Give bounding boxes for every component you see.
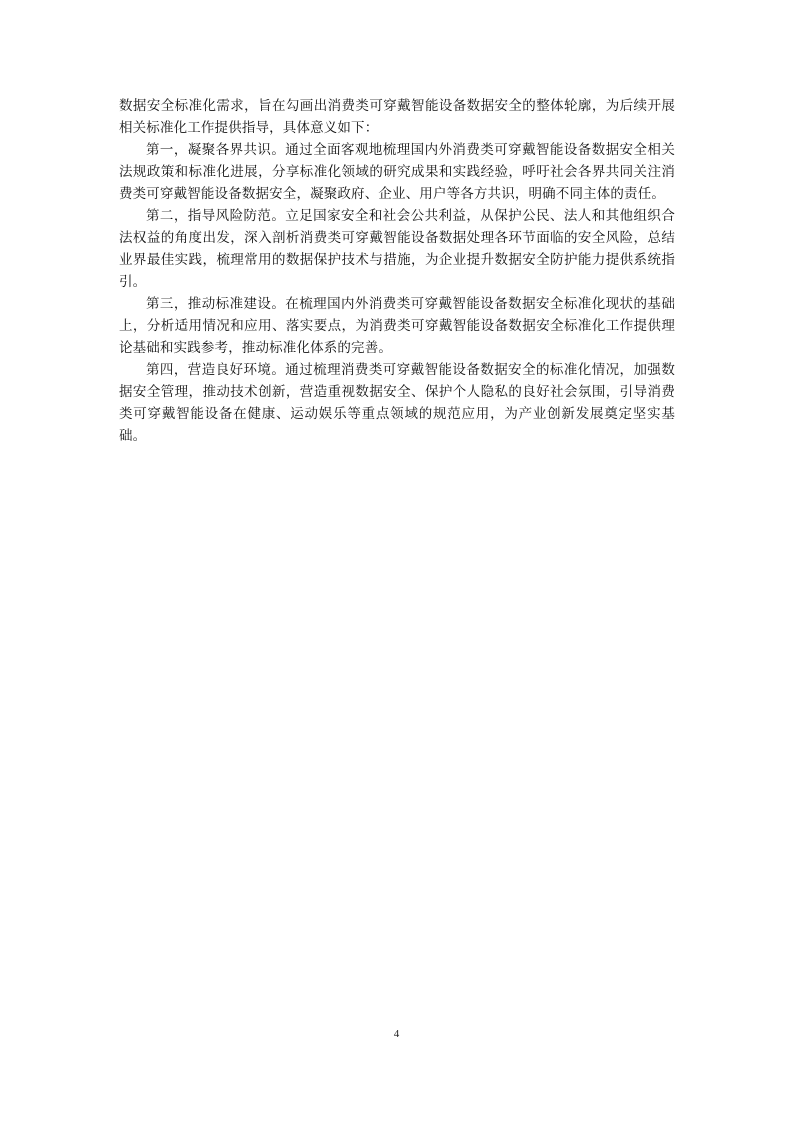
paragraph-third-standard-building: 第三，推动标准建设。在梳理国内外消费类可穿戴智能设备数据安全标准化现状的基础上，分析适用情况和应用、落实要点，为消费类可穿戴智能设备数据安全标准化工作提供理论基础和实践参考，推动标准化体系的完善。 — [119, 296, 675, 356]
paragraph-fourth-environment: 第四，营造良好环境。通过梳理消费类可穿戴智能设备数据安全的标准化情况，加强数据安全管理，推动技术创新，营造重视数据安全、保护个人隐私的良好社会氛围，引导消费类可穿戴智能设备在健康、运动娱乐等重点领域的规范应用，为产业创新发展奠定坚实基础。 — [119, 362, 675, 444]
paragraph-first-consensus: 第一，凝聚各界共识。通过全面客观地梳理国内外消费类可穿戴智能设备数据安全相关法规政策和标准化进展，分享标准化领域的研究成果和实践经验，呼吁社会各界共同关注消费类可穿戴智能设备数据安全，凝聚政府、企业、用户等各方共识，明确不同主体的责任。 — [119, 142, 675, 202]
paragraph-second-risk-prevention: 第二，指导风险防范。立足国家安全和社会公共利益，从保护公民、法人和其他组织合法权益的角度出发，深入剖析消费类可穿戴智能设备数据处理各环节面临的安全风险，总结业界最佳实践，梳理常用的数据保护技术与措施，为企业提升数据安全防护能力提供系统指引。 — [119, 208, 675, 290]
paragraph-intro: 数据安全标准化需求，旨在勾画出消费类可穿戴智能设备数据安全的整体轮廓，为后续开展相关标准化工作提供指导，具体意义如下： — [119, 98, 675, 136]
body-text — [119, 95, 675, 447]
page-number: 4 — [393, 1028, 400, 1040]
